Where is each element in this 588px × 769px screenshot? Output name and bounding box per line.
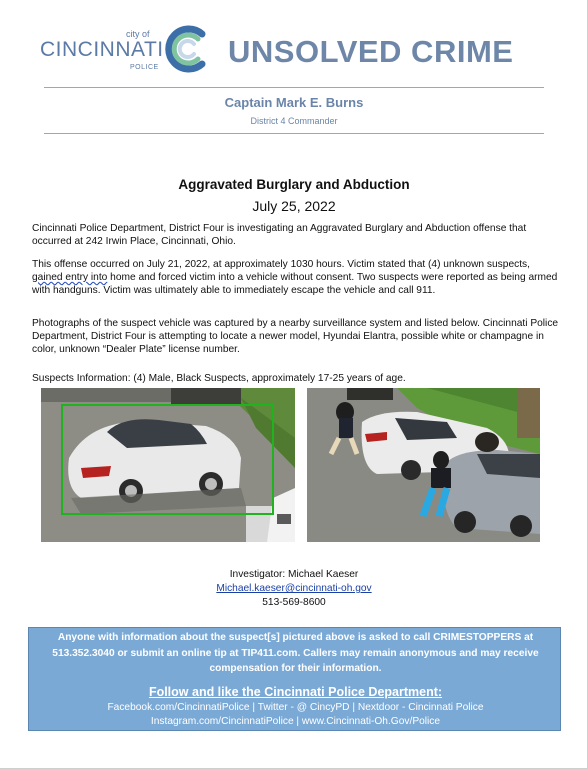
logo-police: POLICE (130, 64, 159, 71)
social-links-line-1: Facebook.com/CincinnatiPolice | Twitter - @ CincyPD | Nextdoor - Cincinnati Police (107, 702, 484, 713)
unsolved-crime-title: UNSOLVED CRIME (228, 34, 514, 69)
logo-cincinnati: CINCINNATI (40, 38, 164, 61)
commander-divider (44, 133, 544, 134)
offense-date: July 25, 2022 (252, 198, 336, 214)
surveillance-photo-suspects (307, 388, 540, 542)
investigator-phone: 513-569-8600 (262, 597, 326, 608)
investigator-email-link[interactable]: Michael.kaeser@cincinnati-oh.gov (216, 583, 372, 594)
header-divider (44, 87, 544, 88)
logo-city-of: city of (126, 29, 150, 39)
commander-name: Captain Mark E. Burns (224, 95, 364, 110)
cincinnati-police-logo (38, 24, 210, 78)
tip-text: Anyone with information about the suspect[s] pictured above is asked to call CRIMESTOPPERS at 513.352.3040 or submit an online tip at TIP411.com. Callers may remain anonymous and may receive compensation for their information. (52, 632, 539, 674)
follow-heading: Follow and like the Cincinnati Police Department: (148, 685, 443, 699)
surveillance-photo-vehicle (41, 388, 295, 542)
crimestoppers-tip-box (28, 627, 561, 731)
paragraph-vehicle: Photographs of the suspect vehicle was captured by a nearby surveillance system and listed below. Cincinnati Police Department, District Four is attempting to locate a newer model, Hyundai Elantra, possible white or champagne in color, unknown “Dealer Plate” license number. (32, 318, 559, 355)
paragraph-suspects: Suspects Information: (4) Male, Black Suspects, approximately 17-25 years of age. (32, 373, 406, 384)
p2-marked-text: gained entry into (32, 272, 108, 283)
p2-text-after: home and forced victim into a vehicle without consent. Two suspects were reported as being armed with handguns. Victim was ultimately able to immediately escape the vehicle and call 911. (32, 272, 558, 296)
offense-title: Aggravated Burglary and Abduction (178, 177, 410, 192)
paragraph-offense-details (32, 258, 562, 297)
header (38, 24, 558, 80)
social-links-line-2: Instagram.com/CincinnatiPolice | www.Cincinnati-Oh.Gov/Police (150, 716, 441, 727)
paragraph-investigation: Cincinnati Police Department, District Four is investigating an Aggravated Burglary and Abduction offense that occurred at 242 Irwin Place, Cincinnati, Ohio. (32, 223, 527, 247)
logo-c-mark-icon (162, 24, 210, 74)
investigator-name: Investigator: Michael Kaeser (229, 569, 359, 580)
p2-text-before: This offense occurred on July 21, 2022, at approximately 1030 hours. Victim stated that (4) unknown suspects, (32, 259, 530, 270)
commander-title: District 4 Commander (250, 116, 338, 126)
